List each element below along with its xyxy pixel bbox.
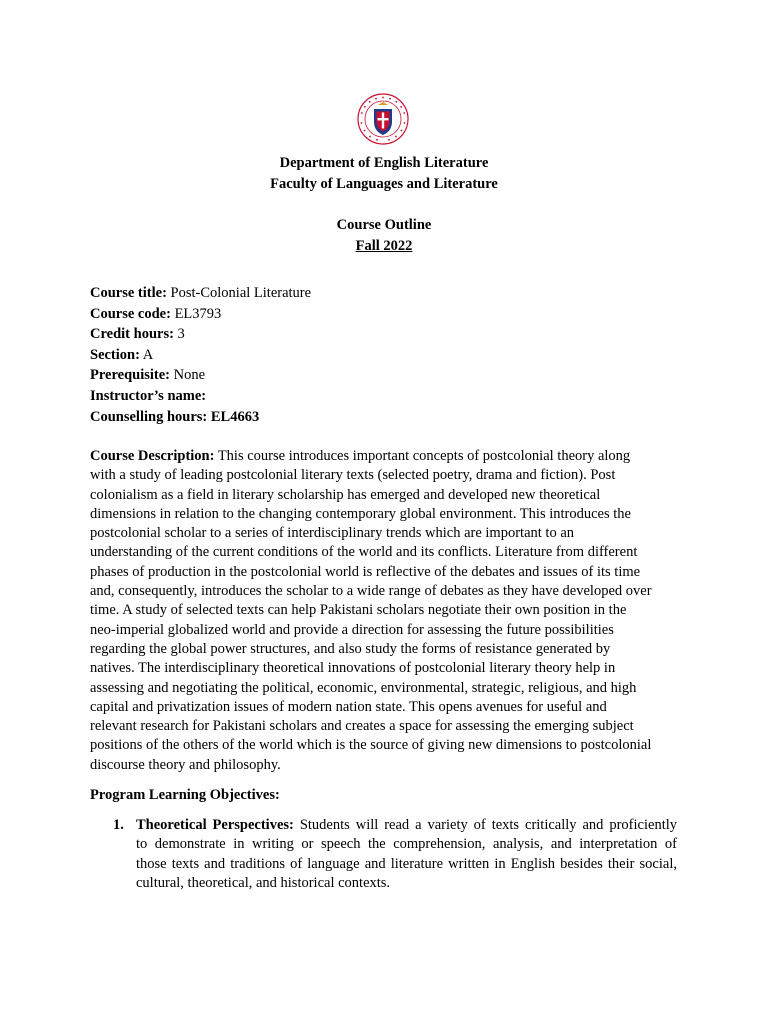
description-line: relevant research for Pakistani scholars and creates a space for assessing the emerging subject xyxy=(90,718,634,735)
description-line: positions of the others of the world which is the source of giving new dimensions to postcolonial xyxy=(90,737,652,754)
info-row-counselling: Counselling hours: EL4663 xyxy=(90,408,260,425)
info-row-instructor: Instructor’s name: xyxy=(90,387,207,404)
description-line: dimensions in relation to the changing contemporary global environment. This introduces the xyxy=(90,505,631,522)
objective-item xyxy=(113,816,678,893)
objectives-heading: Program Learning Objectives: xyxy=(90,787,280,803)
header-block xyxy=(0,153,768,195)
objective-title: Theoretical Perspectives: xyxy=(136,817,294,833)
course-description xyxy=(90,447,690,775)
faculty-name: Faculty of Languages and Literature xyxy=(270,176,498,192)
objective-line: to demonstrate in writing or speech the comprehension, analysis, and interpretation of xyxy=(136,836,677,853)
description-label: Course Description: xyxy=(90,448,215,464)
objective-number: 1. xyxy=(113,817,124,833)
description-line: phases of production in the postcolonial world is reflective of the debates and issues of its time xyxy=(90,563,641,580)
description-line: understanding of the current conditions of the world and its conflicts. Literature from different xyxy=(90,544,638,561)
description-line: and, consequently, introduces the scholar to a wide range of debates as they have developed over xyxy=(90,583,652,600)
info-row-prerequisite: Prerequisite: None xyxy=(90,367,206,384)
objective-line: cultural, theoretical, and historical contexts. xyxy=(136,874,391,891)
department-name: Department of English Literature xyxy=(279,155,489,171)
objective-line: those texts and traditions of language and literature written in English besides their social, xyxy=(136,855,677,872)
description-line: Course Description: This course introduces important concepts of postcolonial theory along xyxy=(90,448,631,464)
info-row-title: Course title: Post-Colonial Literature xyxy=(90,285,312,301)
document-title: Course Outline xyxy=(336,217,432,233)
course-info xyxy=(90,283,311,427)
info-row-credit: Credit hours: 3 xyxy=(90,326,185,343)
info-row-code: Course code: EL3793 xyxy=(90,305,222,322)
description-line: colonialism as a field in literary scholarship has emerged and developed new theoretical xyxy=(90,486,601,503)
description-line: time. A study of selected texts can help Pakistani scholars negotiate their own position in the xyxy=(90,602,627,619)
description-line: regarding the global power structures, and also study the forms of resistance generated by xyxy=(90,640,611,657)
description-line: assessing and negotiating the political, economic, environmental, strategic, religious, and high xyxy=(90,679,637,696)
info-row-section: Section: A xyxy=(90,346,154,363)
term-label: Fall 2022 xyxy=(355,238,413,254)
description-line: postcolonial scholar to a series of interdisciplinary trends which are important to an xyxy=(90,525,575,542)
title-block xyxy=(0,215,768,257)
description-line: neo-imperial globalized world and provide a direction for assessing the future possibilities xyxy=(90,621,614,638)
description-line: capital and privatization issues of modern nation state. This opens avenues for useful and xyxy=(90,698,607,715)
university-seal-icon xyxy=(357,93,409,145)
description-line: with a study of leading postcolonial literary texts (selected poetry, drama and fiction). Post xyxy=(90,467,616,484)
description-line: natives. The interdisciplinary theoretical innovations of postcolonial literary theory help in xyxy=(90,660,616,677)
description-line: discourse theory and philosophy. xyxy=(90,756,281,773)
objective-line: Theoretical Perspectives: Students will read a variety of texts critically and proficiently xyxy=(136,817,678,833)
